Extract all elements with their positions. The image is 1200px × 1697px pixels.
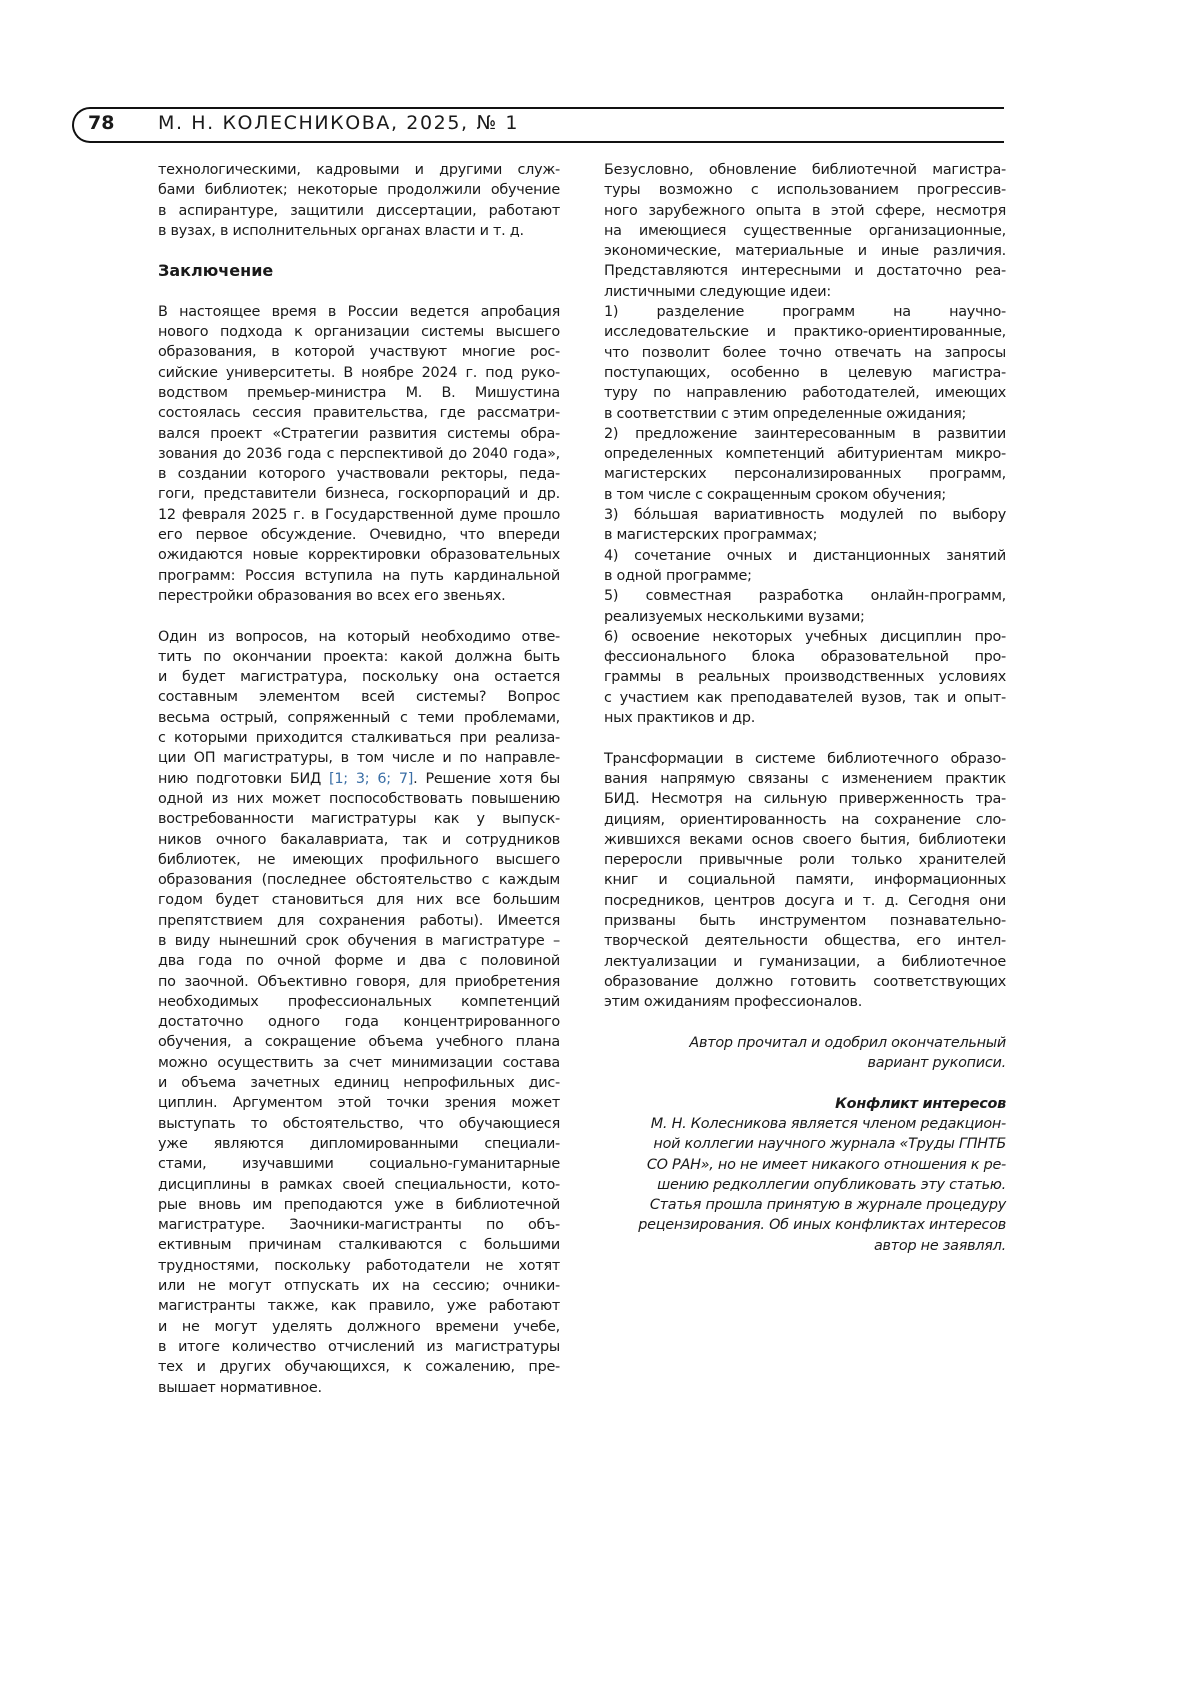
text-line: весьма острый, сопряженный с теми проблемами, [158,708,560,728]
text-line: Автор прочитал и одобрил окончательный [604,1033,1006,1053]
left-column [158,160,560,1418]
right-column [604,160,1006,1256]
text-line: водством премьер-министра М. В. Мишустина [158,383,560,403]
text-line: экономические, материальные и иные различия. [604,241,1006,261]
text-line: препятствием для сохранения работы). Имеется [158,911,560,931]
text-line: стами, изучавшими социально-гуманитарные [158,1154,560,1174]
paragraph [158,302,560,606]
text-line: составным элементом всей системы? Вопрос [158,687,560,707]
text-segment: . Решение хотя бы [413,771,560,787]
text-line: ожидаются новые корректировки образовательных [158,545,560,565]
text-line: посредников, центров досуга и т. д. Сегодня они [604,891,1006,911]
text-line: в том числе с сокращенным сроком обучения; [604,485,1006,505]
list-item [604,160,1006,302]
text-line: СО РАН», но не имеет никакого отношения к ре- [604,1155,1006,1175]
text-line: лектуализации и гуманизации, а библиотечное [604,952,1006,972]
text-line: 3) бóльшая вариативность модулей по выбору [604,505,1006,525]
list-item [604,505,1006,546]
text-line: дициям, ориентированность на сохранение сло- [604,810,1006,830]
approval-note [604,1033,1006,1074]
text-line: в соответствии с этим определенные ожидания; [604,404,1006,424]
list-item [604,302,1006,424]
text-line: 4) сочетание очных и дистанционных занятий [604,546,1006,566]
text-line: выступать то обстоятельство, что обучающиеся [158,1114,560,1134]
text-line: ников очного бакалавриата, так и сотрудников [158,830,560,850]
text-line [158,769,560,789]
text-line: рецензирования. Об иных конфликтах интересов [604,1215,1006,1235]
text-line: и будет магистратура, поскольку она остается [158,667,560,687]
text-line: на имеющиеся существенные организационные, [604,221,1006,241]
text-line: Статья прошла принятую в журнале процедуру [604,1195,1006,1215]
text-line: Трансформации в системе библиотечного образо- [604,749,1006,769]
text-line: этим ожиданиям профессионалов. [604,992,1006,1012]
text-line: Один из вопросов, на который необходимо отве- [158,627,560,647]
conflict-text [604,1114,1006,1256]
text-line: ективным причинам сталкиваются с большими [158,1235,560,1255]
text-line: трудностями, поскольку работодатели не хотят [158,1256,560,1276]
text-line: граммы в реальных производственных условиях [604,667,1006,687]
text-line: необходимых профессиональных компетенций [158,992,560,1012]
text-line: магистерских персонализированных программ, [604,464,1006,484]
text-line: нового подхода к организации системы высшего [158,322,560,342]
running-title: М. Н. КОЛЕСНИКОВА, 2025, № 1 [158,112,519,134]
text-line: два года по очной форме и два с половиной [158,951,560,971]
text-line: Представляются интересными и достаточно реа- [604,261,1006,281]
text-line: с которыми приходится сталкиваться при реализа- [158,728,560,748]
text-line: вышает нормативное. [158,1378,560,1398]
text-line: в итоге количество отчислений из магистратуры [158,1337,560,1357]
text-line: ной коллегии научного журнала «Труды ГПНТБ [604,1134,1006,1154]
text-line: библиотек, не имеющих профильного высшего [158,850,560,870]
text-segment: нию подготовки БИД [158,771,329,787]
text-line: творческой деятельности общества, его интел- [604,931,1006,951]
text-line: определенных компетенций абитуриентам микро- [604,444,1006,464]
text-line: гоги, представители бизнеса, госкорпораций и др. [158,484,560,504]
text-line: автор не заявлял. [604,1236,1006,1256]
text-line: в одной программе; [604,566,1006,586]
text-line: можно осуществить за счет минимизации состава [158,1053,560,1073]
text-line: уже являются дипломированными специали- [158,1134,560,1154]
conflict-of-interest [604,1094,1006,1256]
text-line: исследовательские и практико-ориентированные, [604,322,1006,342]
text-line: 12 февраля 2025 г. в Государственной думе прошло [158,505,560,525]
text-line: образования, в которой участвуют многие рос- [158,342,560,362]
text-line: или не могут отпускать их на сессию; очники- [158,1276,560,1296]
text-line: обучения, а сокращение объема учебного плана [158,1032,560,1052]
text-line: ции ОП магистратуры, в том числе и по направле- [158,748,560,768]
text-line: вания напрямую связаны с изменением практик [604,769,1006,789]
list-item [604,546,1006,587]
list-item [604,586,1006,627]
text-line: в аспирантуре, защитили диссертации, работают [158,201,560,221]
text-line: Безусловно, обновление библиотечной магистра- [604,160,1006,180]
text-line: поступающих, особенно в целевую магистра- [604,363,1006,383]
text-line: жившихся веками основ своего бытия, библиотеки [604,830,1006,850]
text-line: годом будет становиться для них все большим [158,890,560,910]
text-line: тех и других обучающихся, к сожалению, пре- [158,1357,560,1377]
text-line: туру по направлению работодателей, имеющих [604,383,1006,403]
text-line: шению редколлегии опубликовать эту статью. [604,1175,1006,1195]
paragraph [604,749,1006,1013]
text-line: одной из них может поспособствовать повышению [158,789,560,809]
page-number: 78 [88,112,114,134]
text-line: в вузах, в исполнительных органах власти и т. д. [158,221,560,241]
text-line: циплин. Аргументом этой точки зрения может [158,1093,560,1113]
text-line: В настоящее время в России ведется апробация [158,302,560,322]
text-line: образования (последнее обстоятельство с каждым [158,870,560,890]
text-line: дисциплины в рамках своей специальности, кото- [158,1175,560,1195]
list-item [604,627,1006,728]
text-line: книг и социальной памяти, информационных [604,870,1006,890]
text-line: перестройки образования во всех его звеньях. [158,586,560,606]
text-line: сийские университеты. В ноябре 2024 г. под руко- [158,363,560,383]
text-line: ного зарубежного опыта в этой сфере, несмотря [604,201,1006,221]
text-line: переросли привычные роли только хранителей [604,850,1006,870]
ideas-list [604,160,1006,728]
paragraph [158,627,560,1398]
text-line: 1) разделение программ на научно- [604,302,1006,322]
text-line: вариант рукописи. [604,1053,1006,1073]
text-line: реализуемых несколькими вузами; [604,607,1006,627]
text-line: 5) совместная разработка онлайн-программ, [604,586,1006,606]
text-line: зования до 2036 года с перспективой до 2040 года», [158,444,560,464]
list-item [604,424,1006,505]
text-line: по заочной. Объективно говоря, для приобретения [158,972,560,992]
text-line: технологическими, кадровыми и другими служ- [158,160,560,180]
text-line: вался проект «Стратегии развития системы обра- [158,424,560,444]
text-line: бами библиотек; некоторые продолжили обучение [158,180,560,200]
text-line: БИД. Несмотря на сильную приверженность тра- [604,789,1006,809]
text-line: тить по окончании проекта: какой должна быть [158,647,560,667]
paragraph [158,160,560,241]
running-header [72,107,1004,143]
text-line: фессионального блока образовательной про- [604,647,1006,667]
text-line: и не могут уделять должного времени учебе, [158,1317,560,1337]
section-heading: Заключение [158,261,560,281]
text-line: достаточно одного года концентрированного [158,1012,560,1032]
text-line: 6) освоение некоторых учебных дисциплин про- [604,627,1006,647]
citation-link[interactable]: [1; 3; 6; 7] [329,771,413,787]
text-line: в магистерских программах; [604,525,1006,545]
text-line: в создании которого участвовали ректоры, педа- [158,464,560,484]
text-line: туры возможно с использованием прогрессив- [604,180,1006,200]
text-line: магистратуре. Заочники-магистранты по объ- [158,1215,560,1235]
text-line: востребованности магистратуры как у выпуск- [158,809,560,829]
text-line: 2) предложение заинтересованным в развитии [604,424,1006,444]
text-line: в виду нынешний срок обучения в магистратуре – [158,931,560,951]
conflict-heading: Конфликт интересов [604,1094,1006,1114]
text-line: М. Н. Колесникова является членом редакцион- [604,1114,1006,1134]
text-line: программ: Россия вступила на путь кардинальной [158,566,560,586]
text-line: листичными следующие идеи: [604,282,1006,302]
text-line: состоялась сессия правительства, где рассматри- [158,403,560,423]
text-line: рые вновь им преподаются уже в библиотечной [158,1195,560,1215]
text-line: магистранты также, как правило, уже работают [158,1296,560,1316]
text-line: с участием как преподавателей вузов, так и опыт- [604,688,1006,708]
text-line: образование должно готовить соответствующих [604,972,1006,992]
text-line: что позволит более точно отвечать на запросы [604,343,1006,363]
text-line: ных практиков и др. [604,708,1006,728]
text-line: призваны быть инструментом познавательно- [604,911,1006,931]
text-line: его первое обсуждение. Очевидно, что впереди [158,525,560,545]
text-line: и объема зачетных единиц непрофильных дис- [158,1073,560,1093]
